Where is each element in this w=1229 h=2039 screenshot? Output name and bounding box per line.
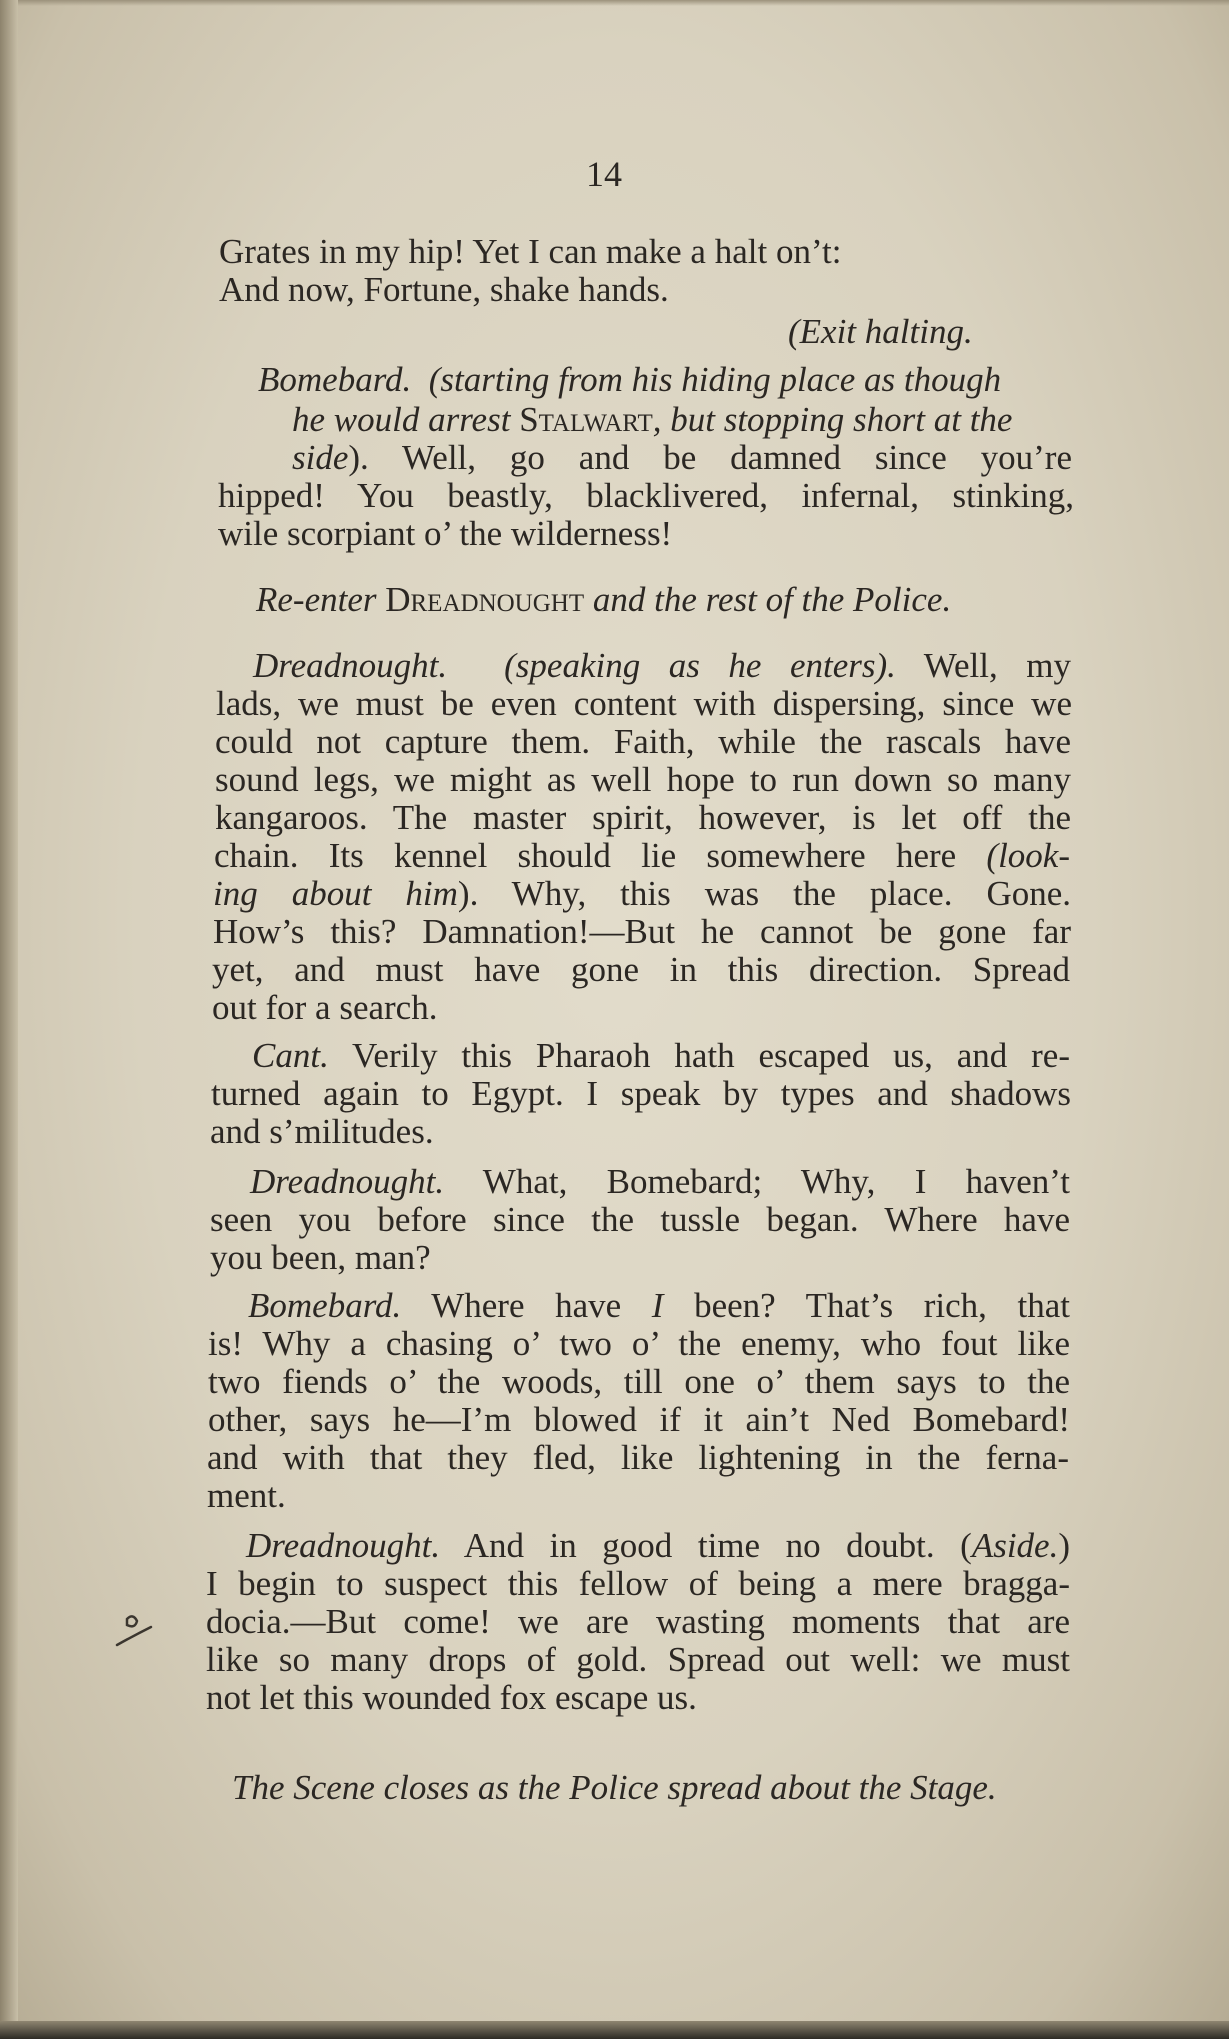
text-line: and with that they fled, like lightening in the ferna-	[207, 1438, 1069, 1477]
stage-direction: Re-enter Dreadnought and the rest of the Police.	[256, 580, 952, 619]
text-line: docia.—But come! we are wasting moments that are	[206, 1602, 1070, 1641]
text-line: you been, man?	[210, 1238, 431, 1277]
text-line: And now, Fortune, shake hands.	[219, 270, 669, 309]
stage-direction: (Exit halting.	[788, 312, 973, 351]
closing-stage-direction: The Scene closes as the Police spread about the Stage.	[232, 1768, 997, 1807]
text-line: How’s this? Damnation!—But he cannot be gone far	[213, 912, 1071, 951]
text-line: ment.	[207, 1476, 286, 1515]
text-line: kangaroos. The master spirit, however, is let off the	[215, 798, 1071, 837]
page-number: 14	[586, 154, 622, 194]
text-line: could not capture them. Faith, while the rascals have	[215, 722, 1071, 761]
text-line: hipped! You beastly, blacklivered, infernal, stinking,	[218, 476, 1074, 515]
text-line: turned again to Egypt. I speak by types and shadows	[211, 1074, 1071, 1113]
speech-heading: Cant. Verily this Pharaoh hath escaped us, and re-	[252, 1036, 1070, 1075]
text-line: Grates in my hip! Yet I can make a halt on’t:	[219, 232, 842, 271]
text-line: out for a search.	[212, 988, 438, 1027]
text-line: wile scorpiant o’ the wilderness!	[218, 514, 673, 553]
text-line: ing about him). Why, this was the place. Gone.	[213, 874, 1071, 913]
text-line: chain. Its kennel should lie somewhere here (look-	[214, 836, 1070, 875]
text-line: lads, we must be even content with dispersing, since we	[216, 684, 1072, 723]
speech-heading: Bomebard. Where have I been? That’s rich, that	[248, 1286, 1070, 1325]
text-line: not let this wounded fox escape us.	[206, 1678, 697, 1717]
text-line: two fiends o’ the woods, till one o’ them says to the	[208, 1362, 1070, 1401]
text-line: and s’militudes.	[210, 1112, 434, 1151]
stage-direction: he would arrest Stalwart, but stopping short at the	[292, 400, 1013, 439]
speech-heading: Dreadnought. And in good time no doubt. (Aside.)	[246, 1526, 1070, 1565]
speech-heading: Dreadnought. What, Bomebard; Why, I haven’t	[250, 1162, 1070, 1201]
text-line: yet, and must have gone in this direction. Spread	[212, 950, 1070, 989]
pencil-annotation-mark	[113, 1605, 173, 1665]
speech-heading: Dreadnought. (speaking as he enters). Well, my	[253, 646, 1071, 685]
text-line: sound legs, we might as well hope to run down so many	[215, 760, 1071, 799]
text-line: I begin to suspect this fellow of being a mere bragga-	[206, 1564, 1070, 1603]
text-line: other, says he—I’m blowed if it ain’t Ned Bomebard!	[208, 1400, 1070, 1439]
text-line: is! Why a chasing o’ two o’ the enemy, who fout like	[208, 1324, 1070, 1363]
text-line: side). Well, go and be damned since you’re	[292, 438, 1072, 477]
text-line: seen you before since the tussle began. Where have	[210, 1200, 1070, 1239]
text-line: like so many drops of gold. Spread out well: we must	[206, 1640, 1070, 1679]
speech-heading: Bomebard. (starting from his hiding place as though	[258, 360, 1002, 399]
